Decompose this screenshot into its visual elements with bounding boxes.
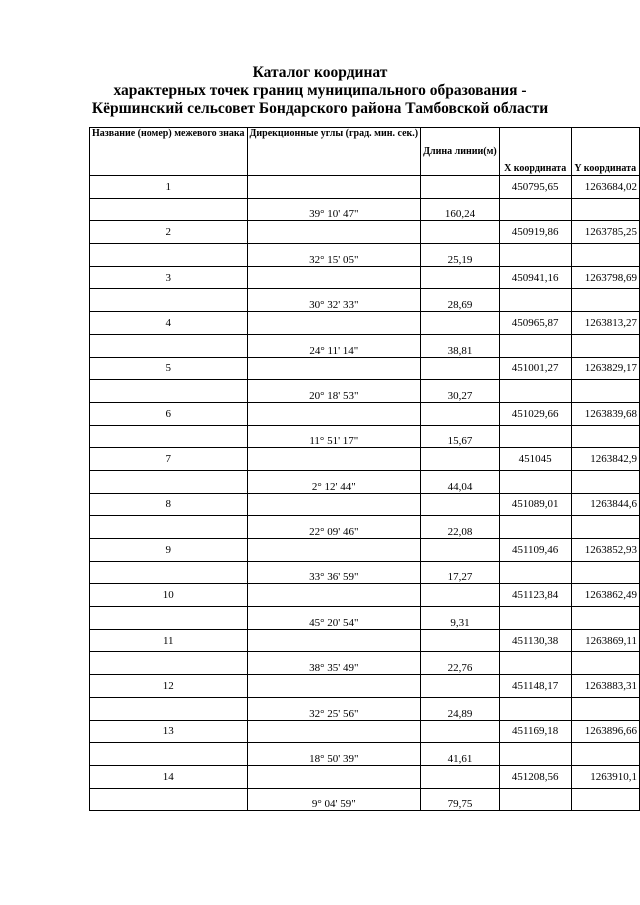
cell-line-length: 44,04 — [421, 470, 500, 493]
table-row — [90, 221, 640, 244]
cell-line-length: 25,19 — [421, 244, 500, 267]
cell-mark-name — [90, 743, 248, 766]
cell-line-length: 17,27 — [421, 561, 500, 584]
cell-y-coordinate: 1263896,66 — [571, 720, 639, 743]
cell-line-length — [421, 629, 500, 652]
cell-direction-angle: 9° 04' 59" — [247, 788, 421, 811]
table-row — [90, 765, 640, 788]
cell-line-length: 22,08 — [421, 516, 500, 539]
cell-line-length — [421, 221, 500, 244]
cell-x-coordinate: 450941,16 — [499, 266, 571, 289]
cell-mark-name: 5 — [90, 357, 248, 380]
cell-x-coordinate — [499, 652, 571, 675]
cell-mark-name: 3 — [90, 266, 248, 289]
cell-direction-angle: 22° 09' 46" — [247, 516, 421, 539]
document-subtitle-line2: Кёршинский сельсовет Бондарского района Тамбовской области — [91, 100, 549, 117]
cell-direction-angle — [247, 402, 421, 425]
cell-x-coordinate: 450919,86 — [499, 221, 571, 244]
cell-x-coordinate: 451089,01 — [499, 493, 571, 516]
table-row — [90, 629, 640, 652]
cell-direction-angle: 20° 18' 53" — [247, 380, 421, 403]
cell-x-coordinate — [499, 198, 571, 221]
table-row — [90, 788, 640, 811]
table-row — [90, 448, 640, 471]
cell-x-coordinate — [499, 470, 571, 493]
cell-y-coordinate — [571, 697, 639, 720]
cell-y-coordinate: 1263910,1 — [571, 765, 639, 788]
cell-line-length — [421, 448, 500, 471]
cell-mark-name — [90, 425, 248, 448]
table-row — [90, 266, 640, 289]
cell-line-length — [421, 312, 500, 335]
cell-line-length — [421, 584, 500, 607]
cell-x-coordinate — [499, 380, 571, 403]
cell-x-coordinate — [499, 244, 571, 267]
cell-y-coordinate — [571, 652, 639, 675]
header-x-coordinate: X координата — [499, 128, 571, 176]
cell-x-coordinate: 450795,65 — [499, 176, 571, 199]
cell-direction-angle: 39° 10' 47" — [247, 198, 421, 221]
cell-mark-name — [90, 697, 248, 720]
cell-x-coordinate: 451045 — [499, 448, 571, 471]
cell-x-coordinate: 451109,46 — [499, 539, 571, 562]
cell-x-coordinate: 451208,56 — [499, 765, 571, 788]
cell-line-length — [421, 539, 500, 562]
table-row — [90, 607, 640, 630]
cell-line-length: 28,69 — [421, 289, 500, 312]
cell-y-coordinate: 1263813,27 — [571, 312, 639, 335]
cell-line-length — [421, 765, 500, 788]
cell-direction-angle — [247, 493, 421, 516]
table-row — [90, 493, 640, 516]
cell-direction-angle: 33° 36' 59" — [247, 561, 421, 584]
cell-mark-name — [90, 607, 248, 630]
cell-line-length: 9,31 — [421, 607, 500, 630]
cell-direction-angle — [247, 629, 421, 652]
table-row — [90, 425, 640, 448]
table-header-row — [90, 128, 640, 176]
table-row — [90, 697, 640, 720]
cell-direction-angle: 30° 32' 33" — [247, 289, 421, 312]
cell-mark-name: 13 — [90, 720, 248, 743]
cell-x-coordinate — [499, 607, 571, 630]
cell-x-coordinate — [499, 788, 571, 811]
table-row — [90, 380, 640, 403]
table-row — [90, 675, 640, 698]
cell-line-length: 38,81 — [421, 334, 500, 357]
cell-direction-angle — [247, 448, 421, 471]
cell-direction-angle: 24° 11' 14" — [247, 334, 421, 357]
table-row — [90, 743, 640, 766]
cell-x-coordinate: 450965,87 — [499, 312, 571, 335]
cell-direction-angle: 11° 51' 17" — [247, 425, 421, 448]
cell-y-coordinate — [571, 425, 639, 448]
table-row — [90, 244, 640, 267]
cell-y-coordinate — [571, 607, 639, 630]
cell-y-coordinate — [571, 516, 639, 539]
table-row — [90, 516, 640, 539]
cell-line-length — [421, 720, 500, 743]
cell-direction-angle: 32° 15' 05" — [247, 244, 421, 267]
cell-line-length: 30,27 — [421, 380, 500, 403]
cell-direction-angle — [247, 720, 421, 743]
cell-y-coordinate: 1263883,31 — [571, 675, 639, 698]
cell-mark-name: 9 — [90, 539, 248, 562]
cell-y-coordinate — [571, 380, 639, 403]
cell-line-length — [421, 266, 500, 289]
table-row — [90, 561, 640, 584]
cell-line-length: 41,61 — [421, 743, 500, 766]
cell-y-coordinate: 1263829,17 — [571, 357, 639, 380]
cell-mark-name: 11 — [90, 629, 248, 652]
cell-y-coordinate: 1263869,11 — [571, 629, 639, 652]
cell-x-coordinate: 451029,66 — [499, 402, 571, 425]
cell-y-coordinate: 1263798,69 — [571, 266, 639, 289]
cell-y-coordinate: 1263684,02 — [571, 176, 639, 199]
table-row — [90, 470, 640, 493]
cell-x-coordinate — [499, 425, 571, 448]
cell-direction-angle — [247, 357, 421, 380]
cell-y-coordinate: 1263839,68 — [571, 402, 639, 425]
cell-y-coordinate — [571, 244, 639, 267]
cell-direction-angle — [247, 584, 421, 607]
cell-direction-angle — [247, 176, 421, 199]
cell-x-coordinate — [499, 743, 571, 766]
cell-direction-angle — [247, 539, 421, 562]
cell-mark-name: 7 — [90, 448, 248, 471]
cell-mark-name: 14 — [90, 765, 248, 788]
cell-line-length — [421, 176, 500, 199]
cell-mark-name: 4 — [90, 312, 248, 335]
cell-mark-name: 6 — [90, 402, 248, 425]
cell-direction-angle — [247, 266, 421, 289]
cell-y-coordinate — [571, 198, 639, 221]
cell-x-coordinate — [499, 334, 571, 357]
cell-x-coordinate: 451130,38 — [499, 629, 571, 652]
cell-mark-name: 8 — [90, 493, 248, 516]
table-row — [90, 176, 640, 199]
table-row — [90, 402, 640, 425]
cell-mark-name: 12 — [90, 675, 248, 698]
cell-mark-name — [90, 652, 248, 675]
cell-mark-name — [90, 198, 248, 221]
cell-direction-angle — [247, 221, 421, 244]
cell-direction-angle: 32° 25' 56" — [247, 697, 421, 720]
cell-x-coordinate: 451001,27 — [499, 357, 571, 380]
cell-x-coordinate — [499, 561, 571, 584]
cell-y-coordinate — [571, 743, 639, 766]
cell-y-coordinate: 1263842,9 — [571, 448, 639, 471]
cell-direction-angle — [247, 312, 421, 335]
cell-line-length — [421, 675, 500, 698]
coordinates-table — [89, 127, 640, 811]
cell-mark-name — [90, 561, 248, 584]
cell-direction-angle: 45° 20' 54" — [247, 607, 421, 630]
cell-x-coordinate: 451169,18 — [499, 720, 571, 743]
table-row — [90, 539, 640, 562]
cell-y-coordinate: 1263852,93 — [571, 539, 639, 562]
document-title: Каталог координат — [252, 64, 388, 81]
table-row — [90, 720, 640, 743]
cell-mark-name — [90, 788, 248, 811]
cell-line-length: 15,67 — [421, 425, 500, 448]
cell-mark-name: 1 — [90, 176, 248, 199]
cell-line-length — [421, 402, 500, 425]
cell-y-coordinate — [571, 334, 639, 357]
cell-mark-name — [90, 289, 248, 312]
table-row — [90, 652, 640, 675]
cell-mark-name — [90, 334, 248, 357]
cell-direction-angle: 38° 35' 49" — [247, 652, 421, 675]
cell-x-coordinate — [499, 516, 571, 539]
document-subtitle-line1: характерных точек границ муниципального образования - — [113, 82, 527, 99]
cell-y-coordinate: 1263862,49 — [571, 584, 639, 607]
cell-line-length: 79,75 — [421, 788, 500, 811]
header-mark-name: Название (номер) межевого знака — [90, 128, 248, 176]
table-row — [90, 198, 640, 221]
cell-y-coordinate — [571, 289, 639, 312]
cell-line-length — [421, 493, 500, 516]
cell-x-coordinate: 451148,17 — [499, 675, 571, 698]
header-y-coordinate: Y координата — [571, 128, 639, 176]
cell-mark-name — [90, 380, 248, 403]
cell-direction-angle — [247, 675, 421, 698]
cell-line-length: 160,24 — [421, 198, 500, 221]
cell-y-coordinate — [571, 470, 639, 493]
table-row — [90, 357, 640, 380]
cell-mark-name — [90, 516, 248, 539]
cell-line-length: 22,76 — [421, 652, 500, 675]
cell-y-coordinate: 1263844,6 — [571, 493, 639, 516]
cell-line-length: 24,89 — [421, 697, 500, 720]
cell-direction-angle: 2° 12' 44" — [247, 470, 421, 493]
cell-x-coordinate: 451123,84 — [499, 584, 571, 607]
cell-direction-angle — [247, 765, 421, 788]
header-line-length: Длина линии(м) — [421, 128, 500, 176]
cell-mark-name — [90, 244, 248, 267]
table-row — [90, 289, 640, 312]
cell-y-coordinate — [571, 788, 639, 811]
cell-y-coordinate — [571, 561, 639, 584]
cell-x-coordinate — [499, 697, 571, 720]
cell-direction-angle: 18° 50' 39" — [247, 743, 421, 766]
cell-y-coordinate: 1263785,25 — [571, 221, 639, 244]
cell-mark-name: 2 — [90, 221, 248, 244]
cell-x-coordinate — [499, 289, 571, 312]
cell-mark-name — [90, 470, 248, 493]
table-row — [90, 334, 640, 357]
cell-line-length — [421, 357, 500, 380]
cell-mark-name: 10 — [90, 584, 248, 607]
header-direction-angle: Дирекционные углы (град. мин. сек.) — [247, 128, 421, 176]
table-row — [90, 312, 640, 335]
table-row — [90, 584, 640, 607]
